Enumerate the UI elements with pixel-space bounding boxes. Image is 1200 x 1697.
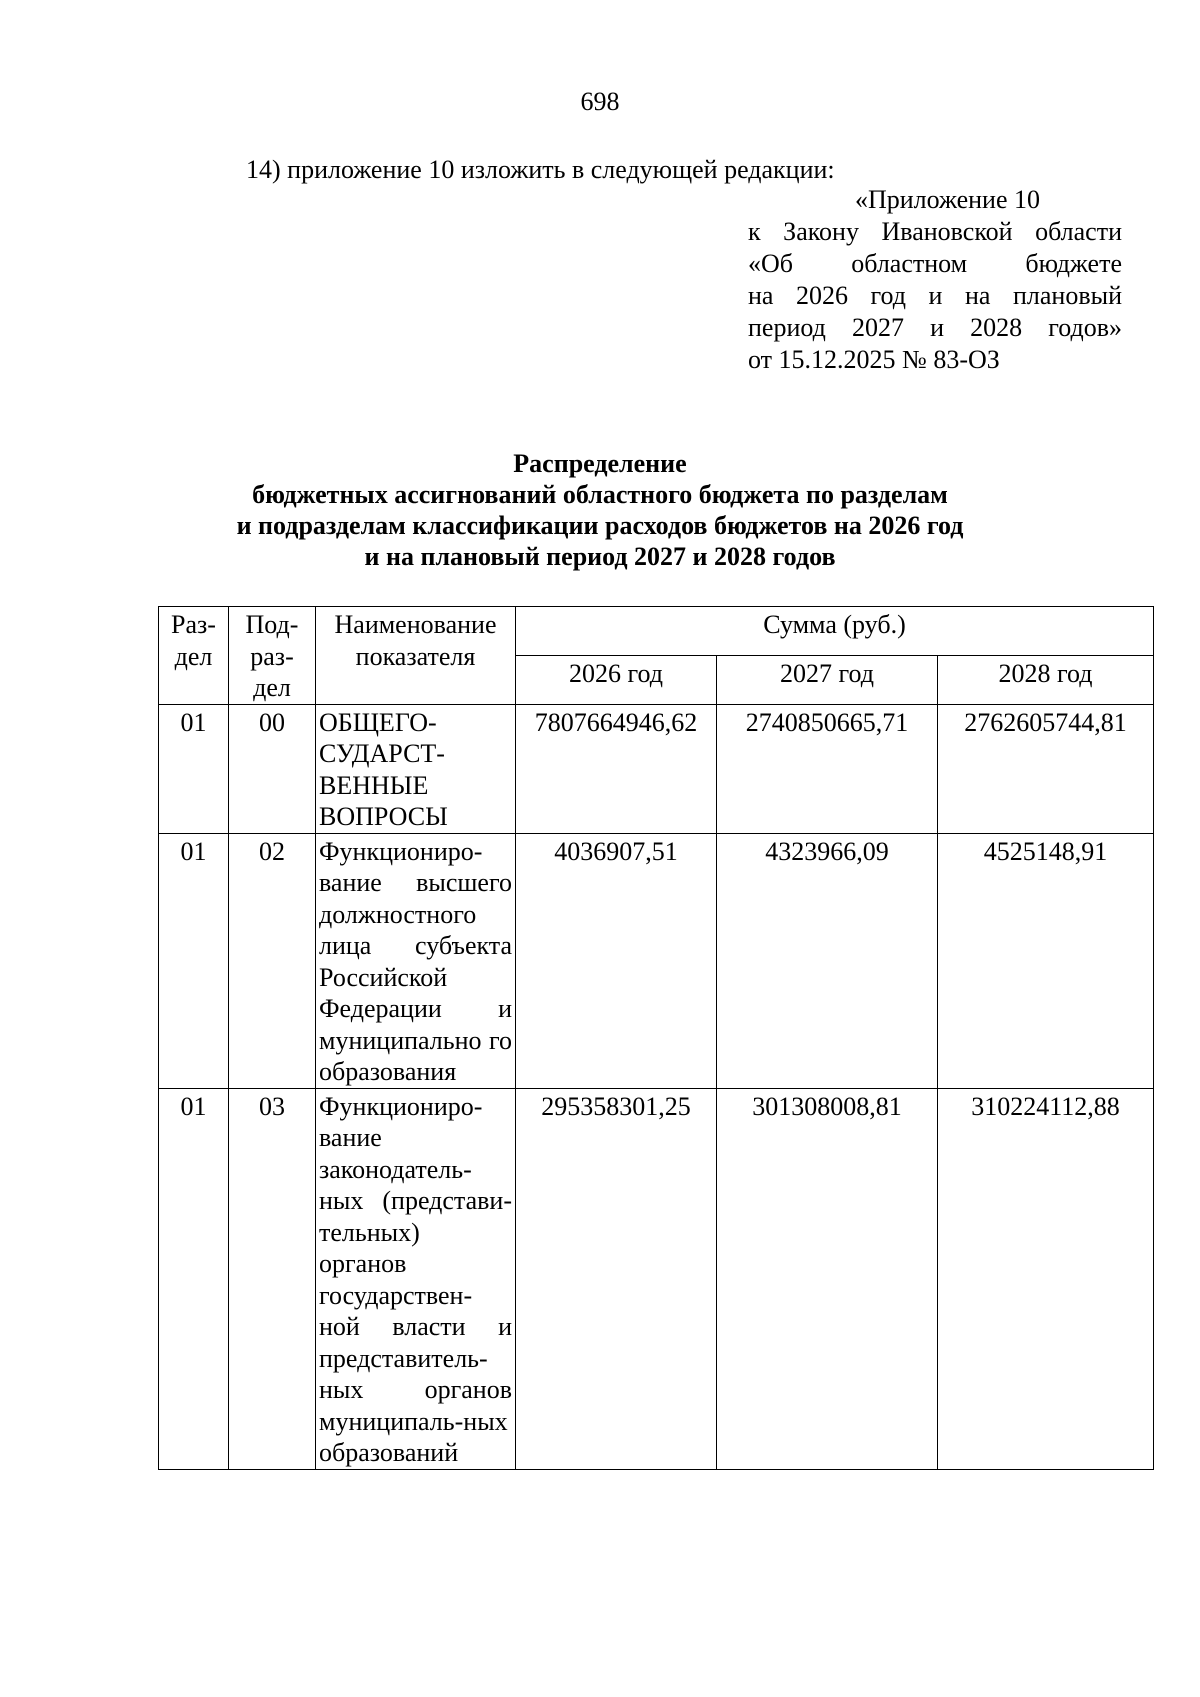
row-name: Функциониро-вание высшего должностного лица субъекта Российской Федерации и муниципально го образования [316, 833, 516, 1088]
row-section: 01 [159, 833, 229, 1088]
row-sum-2026: 4036907,51 [516, 833, 717, 1088]
intro-text: 14) приложение 10 изложить в следующей редакции: [246, 155, 835, 184]
row-sum-2027: 4323966,09 [717, 833, 938, 1088]
row-sum-2026: 295358301,25 [516, 1088, 717, 1469]
header-subsection-line: раз- [250, 641, 294, 671]
appendix-line: к Закону Ивановской области [748, 217, 1122, 246]
document-title [0, 448, 1200, 572]
table-row [159, 1088, 1154, 1469]
document-title-line: и подразделам классификации расходов бюджетов на 2026 год [236, 511, 964, 540]
header-section-line: дел [174, 641, 213, 671]
row-sum-2027: 2740850665,71 [717, 704, 938, 833]
header-name [316, 607, 516, 705]
appendix-line: период 2027 и 2028 годов» [748, 313, 1122, 342]
row-name: Функциониро-вание законодатель-ных (представи-тельных) органов государствен-ной власти и представитель-ных органов муниципаль-ных образований [316, 1088, 516, 1469]
header-subsection [229, 607, 316, 705]
header-subsection-line: Под- [245, 610, 299, 639]
row-sum-2028: 2762605744,81 [938, 704, 1154, 833]
table-row [159, 833, 1154, 1088]
table-row [159, 704, 1154, 833]
header-section [159, 607, 229, 705]
header-year-2026: 2026 год [516, 655, 717, 704]
header-name-line: Наименование [334, 610, 497, 639]
appendix-reference [748, 184, 1122, 376]
header-year-2027: 2027 год [717, 655, 938, 704]
appendix-line: на 2026 год и на плановый [748, 281, 1122, 310]
row-section: 01 [159, 704, 229, 833]
row-sum-2028: 4525148,91 [938, 833, 1154, 1088]
row-sum-2026: 7807664946,62 [516, 704, 717, 833]
row-subsection: 03 [229, 1088, 316, 1469]
row-subsection: 00 [229, 704, 316, 833]
header-sum: Сумма (руб.) [516, 607, 1154, 656]
header-subsection-line: дел [253, 673, 291, 702]
page-number: 698 [580, 87, 620, 116]
row-sum-2027: 301308008,81 [717, 1088, 938, 1469]
header-section-line: Раз- [171, 610, 216, 639]
row-sum-2028: 310224112,88 [938, 1088, 1154, 1469]
table-header-row [159, 607, 1154, 656]
budget-table [158, 606, 1154, 1470]
header-name-line: показателя [355, 641, 476, 671]
document-title-line: бюджетных ассигнований областного бюджета по разделам [252, 480, 948, 509]
appendix-date-line: от 15.12.2025 № 83-ОЗ [748, 345, 1000, 374]
appendix-title: «Приложение 10 [854, 185, 1040, 214]
document-title-line: и на плановый период 2027 и 2028 годов [364, 542, 836, 571]
row-section: 01 [159, 1088, 229, 1469]
row-subsection: 02 [229, 833, 316, 1088]
appendix-line: «Об областном бюджете [748, 249, 1122, 278]
row-name: ОБЩЕГО-СУДАРСТ-ВЕННЫЕ ВОПРОСЫ [316, 704, 516, 833]
header-year-2028: 2028 год [938, 655, 1154, 704]
document-title-line: Распределение [513, 449, 687, 478]
